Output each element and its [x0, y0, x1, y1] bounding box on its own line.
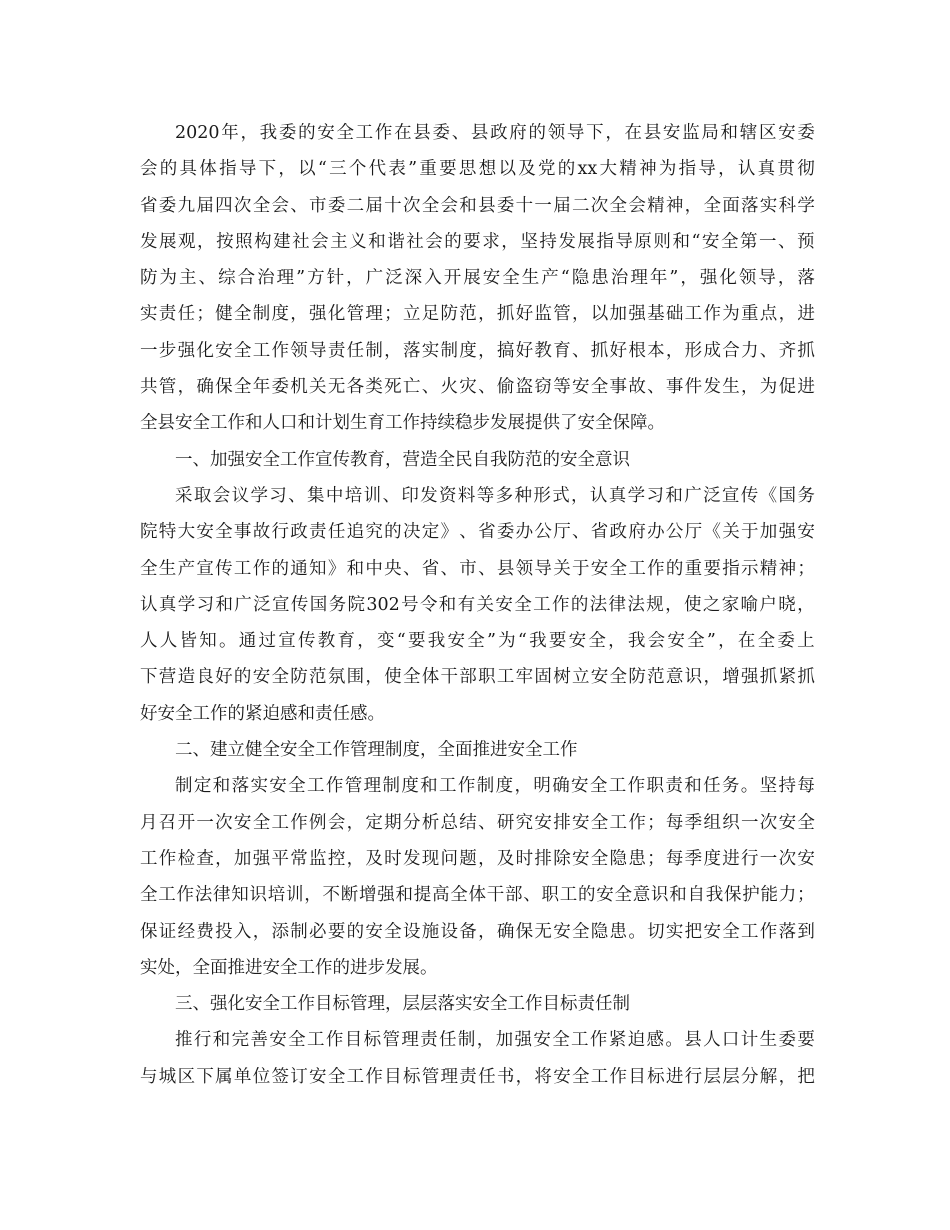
- text-line: 实处，全面推进安全工作的进步发展。: [140, 957, 438, 978]
- text-line: 省 委 九 届 四 次 全 会 、 市 委 二 届 十 次 全 会 和 县 委 十 一 届 二 次 全 会 精 神 ， 全 面 落 实 科 学: [140, 195, 815, 216]
- text-line: 采 取 会 议 学 习 、 集 中 培 训 、 印 发 资 料 等 多 种 形 式 ， 认 真 学 习 和 广 泛 宣 传 《 国 务: [175, 485, 815, 506]
- text-line: 共 管 ， 确 保 全 年 委 机 关 无 各 类 死 亡 、 火 灾 、 偷 盗 窃 等 安 全 事 故 、 事 件 发 生 ， 为 促 进: [140, 377, 815, 398]
- text-line: 人 人 皆 知 。 通 过 宣 传 教 育 ， 变 “ 要 我 安 全 ” 为 “ 我 要 安 全 ， 我 会 安 全 ” ， 在 全 委 上: [140, 631, 815, 652]
- text-line: 实 责 任 ； 健 全 制 度 ， 强 化 管 理 ； 立 足 防 范 ， 抓 好 监 管 ， 以 加 强 基 础 工 作 为 重 点 ， 进: [140, 304, 815, 325]
- text-line: 下 营 造 良 好 的 安 全 防 范 氛 围 ， 使 全 体 干 部 职 工 牢 固 树 立 安 全 防 范 意 识 ， 增 强 抓 紧 抓: [140, 667, 815, 688]
- text-line: 全 生 产 宣 传 工 作 的 通 知 》 和 中 央 、 省 、 市 、 县 领 导 关 于 安 全 工 作 的 重 要 指 示 精 神 ；: [140, 558, 815, 579]
- text-line: 工 作 检 查 ， 加 强 平 常 监 控 ， 及 时 发 现 问 题 ， 及 时 排 除 安 全 隐 患 ； 每 季 度 进 行 一 次 安: [140, 848, 815, 869]
- text-line: 2020 年 ， 我 委 的 安 全 工 作 在 县 委 、 县 政 府 的 领 导 下 ， 在 县 安 监 局 和 辖 区 安 委: [175, 123, 815, 143]
- text-line: 认 真 学 习 和 广 泛 宣 传 国 务 院 302 号 令 和 有 关 安 全 工 作 的 法 律 法 规 ， 使 之 家 喻 户 晓 ，: [140, 594, 815, 615]
- text-line: 全 工 作 法 律 知 识 培 训 ， 不 断 增 强 和 提 高 全 体 干 部 、 职 工 的 安 全 意 识 和 自 我 保 护 能 力 ；: [140, 885, 815, 906]
- text-line: 一、加强安全工作宣传教育，营造全民自我防范的安全意识: [175, 449, 630, 470]
- text-line: 发 展 观 ， 按 照 构 建 社 会 主 义 和 谐 社 会 的 要 求 ， 坚 持 发 展 指 导 原 则 和 “ 安 全 第 一 、 预: [140, 231, 815, 252]
- text-line: 会 的 具 体 指 导 下 ， 以 “ 三 个 代 表 ” 重 要 思 想 以 及 党 的 xx 大 精 神 为 指 导 ， 认 真 贯 彻: [140, 159, 815, 180]
- document-body: [140, 115, 815, 1095]
- text-line: 三、强化安全工作目标管理，层层落实安全工作目标责任制: [175, 994, 630, 1015]
- text-line: 好安全工作的紧迫感和责任感。: [140, 703, 385, 724]
- text-line: 保 证 经 费 投 入 ， 添 制 必 要 的 安 全 设 施 设 备 ， 确 保 无 安 全 隐 患 。 切 实 把 安 全 工 作 落 到: [140, 921, 815, 942]
- text-line: 防 为 主 、 综 合 治 理 ” 方 针 ， 广 泛 深 入 开 展 安 全 生 产 “ 隐 患 治 理 年 ” ， 强 化 领 导 ， 落: [140, 268, 815, 289]
- text-line: 院 特 大 安 全 事 故 行 政 责 任 追 究 的 决 定 》 、 省 委 办 公 厅 、 省 政 府 办 公 厅 《 关 于 加 强 安: [140, 522, 815, 543]
- text-line: 月 召 开 一 次 安 全 工 作 例 会 ， 定 期 分 析 总 结 、 研 究 安 排 安 全 工 作 ； 每 季 组 织 一 次 安 全: [140, 812, 815, 833]
- text-line: 二、建立健全安全工作管理制度，全面推进安全工作: [175, 740, 578, 761]
- text-line: 与 城 区 下 属 单 位 签 订 安 全 工 作 目 标 管 理 责 任 书 ， 将 安 全 工 作 目 标 进 行 层 层 分 解 ， 把: [140, 1066, 815, 1087]
- text-line: 全县安全工作和人口和计划生育工作持续稳步发展提供了安全保障。: [140, 413, 665, 434]
- text-line: 制 定 和 落 实 安 全 工 作 管 理 制 度 和 工 作 制 度 ， 明 确 安 全 工 作 职 责 和 任 务 。 坚 持 每: [175, 776, 815, 797]
- text-line: 一 步 强 化 安 全 工 作 领 导 责 任 制 ， 落 实 制 度 ， 搞 好 教 育 、 抓 好 根 本 ， 形 成 合 力 、 齐 抓: [140, 340, 815, 361]
- text-line: 推 行 和 完 善 安 全 工 作 目 标 管 理 责 任 制 ， 加 强 安 全 工 作 紧 迫 感 。 县 人 口 计 生 委 要: [175, 1030, 815, 1051]
